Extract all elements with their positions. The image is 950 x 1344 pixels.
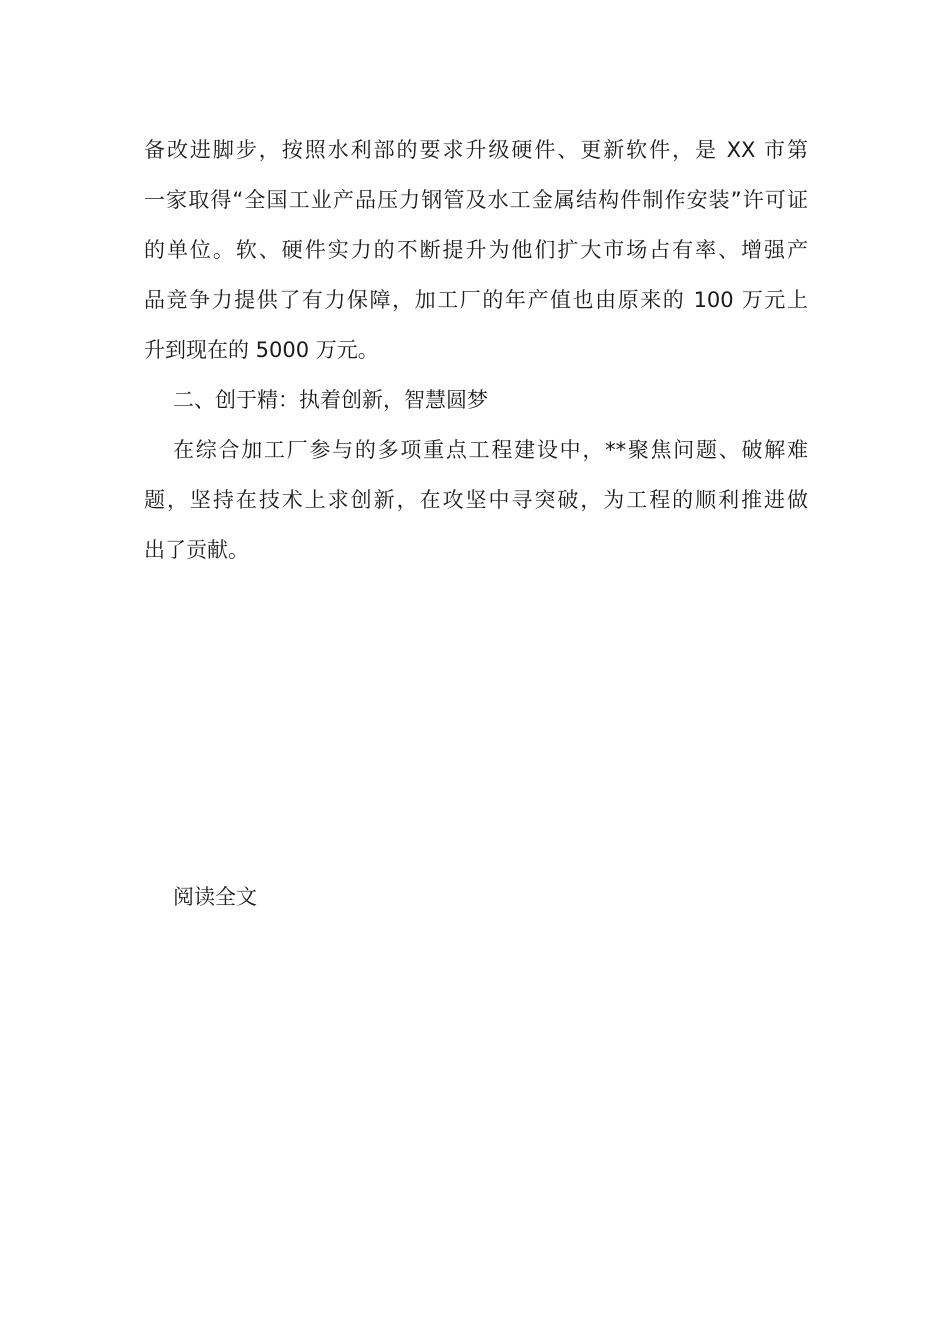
document-body xyxy=(144,125,808,575)
paragraph-2-line-2: 题，坚持在技术上求创新，在攻坚中寻突破，为工程的顺利推进做 xyxy=(144,488,808,512)
read-full-text-link[interactable]: 阅读全文 xyxy=(173,885,257,909)
paragraph-1-line-1: 备改进脚步，按照水利部的要求升级硬件、更新软件，是 XX 市第 xyxy=(144,138,808,162)
paragraph-2-line-1: 在综合加工厂参与的多项重点工程建设中，**聚焦问题、破解难 xyxy=(173,438,808,462)
paragraph-1-line-2: 一家取得“全国工业产品压力钢管及水工金属结构件制作安装”许可证 xyxy=(144,188,808,212)
paragraph-2-line-3: 出了贡献。 xyxy=(144,538,249,562)
section-heading: 二、创于精：执着创新，智慧圆梦 xyxy=(173,388,488,412)
paragraph-1-line-3: 的单位。软、硬件实力的不断提升为他们扩大市场占有率、增强产 xyxy=(144,238,808,262)
paragraph-1-line-4: 品竞争力提供了有力保障，加工厂的年产值也由原来的 100 万元上 xyxy=(144,288,808,312)
paragraph-1-line-5: 升到现在的 5000 万元。 xyxy=(144,338,379,362)
